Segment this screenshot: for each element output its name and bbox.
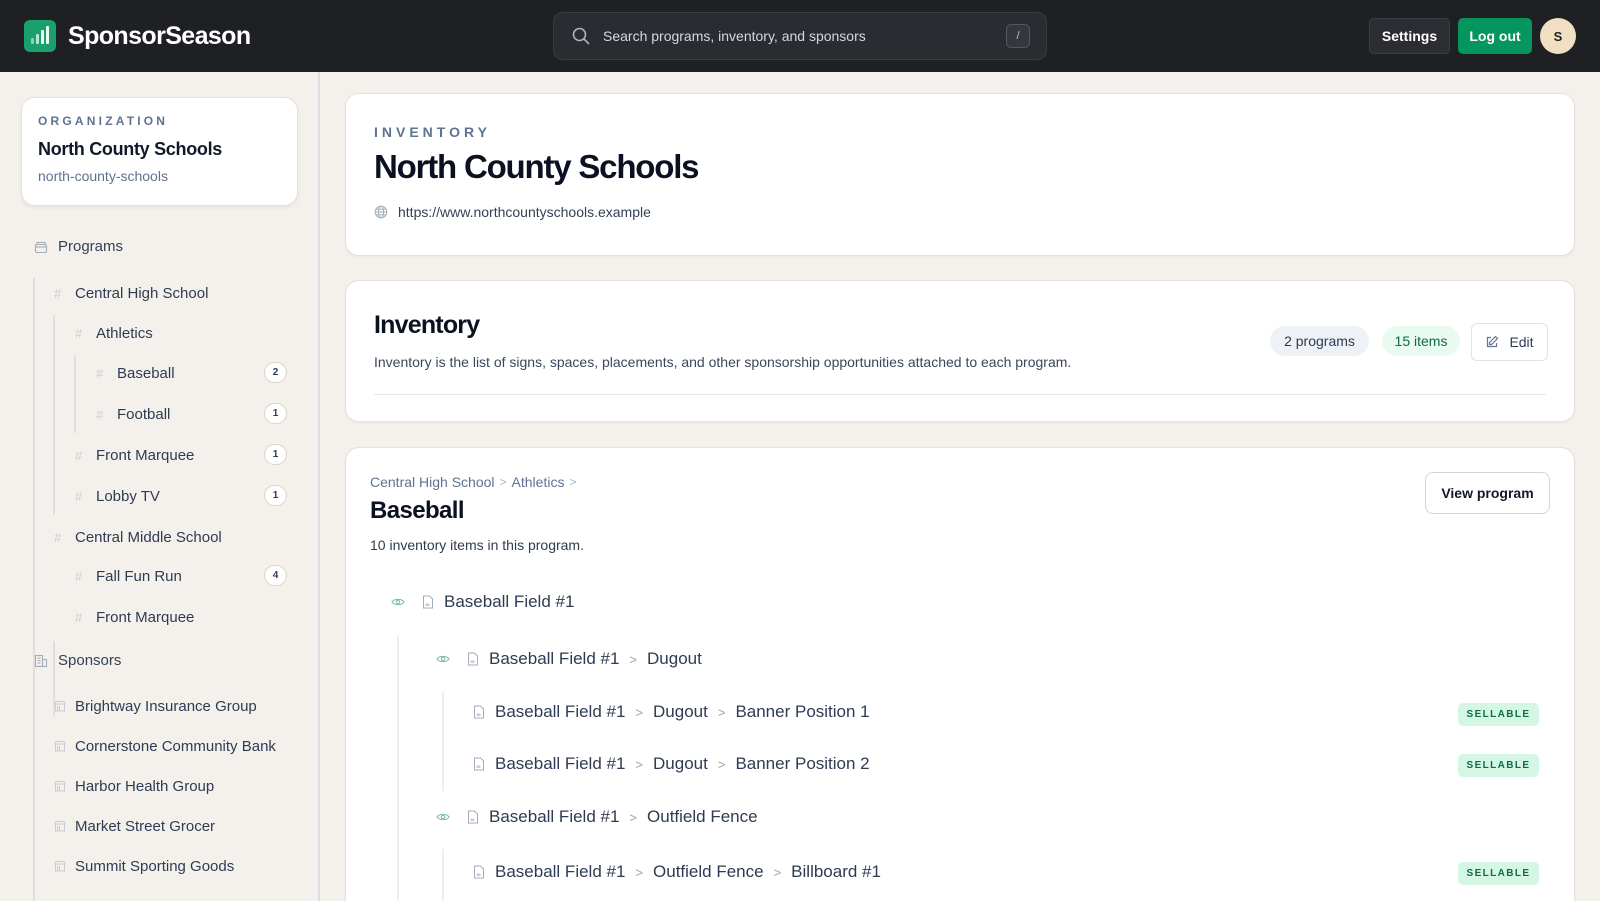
archive-icon [34,240,48,254]
document-icon [473,757,485,771]
bar-chart-logo-icon [24,20,56,52]
hash-icon: # [75,488,83,504]
edit-pencil-icon [1485,335,1499,349]
hash-icon: # [96,406,104,422]
tree-guide [397,635,399,901]
search-box[interactable] [553,12,1047,60]
document-icon [473,865,485,879]
count-badge: 4 [264,565,287,586]
sidebar-section-programs[interactable] [34,238,123,255]
tree-guide [442,849,444,901]
inventory-item[interactable]: Baseball Field #1 > Dugout > Banner Position 1 [473,700,870,724]
breadcrumb-separator: > [569,475,577,489]
organization-card[interactable] [21,97,298,206]
inventory-summary-card [345,280,1575,422]
view-program-button[interactable]: View program [1425,472,1550,514]
tree-guide [33,278,35,716]
organization-label: ORGANIZATION [38,114,169,128]
organization-name: North County Schools [38,139,222,159]
eye-icon[interactable] [391,595,405,609]
sidebar-program-football[interactable]: # Football [96,405,171,423]
search-icon [571,26,591,46]
sidebar-section-sponsors[interactable] [34,652,121,669]
tree-guide [33,692,35,901]
tree-guide [74,355,76,433]
sidebar-sponsor-item[interactable]: Brightway Insurance Group [54,694,257,718]
website-link[interactable] [374,204,651,220]
brand[interactable] [24,20,251,52]
sellable-badge: SELLABLE [1458,754,1539,777]
eye-icon[interactable] [436,810,450,824]
document-icon [467,652,479,666]
organization-header-card [345,93,1575,256]
user-avatar[interactable]: S [1540,18,1576,54]
count-badge: 2 [264,362,287,383]
breadcrumb-separator: > [499,475,507,489]
sidebar-sponsor-item[interactable]: Market Street Grocer [54,814,215,838]
sidebar-sponsor-item[interactable]: Cornerstone Community Bank [54,734,276,758]
logout-button[interactable]: Log out [1458,18,1532,54]
breadcrumb-item[interactable]: Central High School [370,474,495,490]
search-input[interactable] [603,28,1006,44]
sidebar [0,72,320,901]
settings-button[interactable]: Settings [1369,18,1450,54]
shortcut-key-hint: / [1006,24,1030,48]
website-url: https://www.northcountyschools.example [398,204,651,220]
storefront-icon [54,740,66,752]
globe-icon [374,205,388,219]
top-bar [0,0,1600,72]
storefront-icon [54,860,66,872]
section-description: Inventory is the list of signs, spaces, placements, and other sponsorship opportunities attached to each program. [374,354,1072,370]
hash-icon: # [75,568,83,584]
storefront-icon [54,700,66,712]
hash-icon: # [96,365,104,381]
document-icon [467,810,479,824]
section-title: Inventory [374,311,480,339]
edit-button[interactable] [1471,323,1548,361]
sidebar-program-baseball[interactable]: # Baseball [96,364,175,382]
sidebar-program-front-marquee-2[interactable]: # Front Marquee [75,608,195,626]
document-icon [422,595,434,609]
sidebar-program-lobby-tv[interactable]: # Lobby TV [75,487,160,505]
inventory-item[interactable]: Baseball Field #1 > Outfield Fence [436,805,758,829]
sidebar-program-central-high-school[interactable]: # Central High School [54,284,209,302]
items-count-pill: 15 items [1382,326,1460,356]
tree-guide [442,692,444,791]
hash-icon: # [54,285,62,301]
organization-slug: north-county-schools [38,168,168,184]
storefront-icon [54,780,66,792]
sponsors-heading: Sponsors [58,652,122,669]
sidebar-program-fall-fun-run[interactable]: # Fall Fun Run [75,567,182,585]
inventory-item[interactable]: Baseball Field #1 > Dugout > Banner Position 2 [473,752,870,776]
sidebar-program-athletics[interactable]: # Athletics [75,324,153,342]
storefront-icon [54,820,66,832]
sidebar-program-central-middle-school[interactable]: # Central Middle School [54,528,222,546]
program-title: Baseball [370,497,464,524]
building-icon [34,654,48,668]
eye-icon[interactable] [436,652,450,666]
page-title: North County Schools [374,148,699,185]
inventory-item[interactable]: Baseball Field #1 > Dugout [436,647,702,671]
count-badge: 1 [264,403,287,424]
edit-label: Edit [1509,334,1534,350]
divider [374,394,1546,395]
app-name: SponsorSeason [68,21,251,50]
hash-icon: # [75,609,83,625]
programs-count-pill: 2 programs [1270,326,1369,356]
inventory-item[interactable]: Baseball Field #1 > Outfield Fence > Billboard #1 [473,860,881,884]
breadcrumb [370,474,581,490]
program-card [345,447,1575,901]
section-eyebrow: INVENTORY [374,124,491,140]
program-subtitle: 10 inventory items in this program. [370,537,584,553]
hash-icon: # [75,325,83,341]
hash-icon: # [54,529,62,545]
sidebar-sponsor-item[interactable]: Summit Sporting Goods [54,854,234,878]
sidebar-program-front-marquee[interactable]: # Front Marquee [75,446,195,464]
programs-heading: Programs [58,238,124,255]
sellable-badge: SELLABLE [1458,703,1539,726]
sidebar-sponsor-item[interactable]: Harbor Health Group [54,774,214,798]
breadcrumb-item[interactable]: Athletics [511,474,565,490]
count-badge: 1 [264,444,287,465]
hash-icon: # [75,447,83,463]
sellable-badge: SELLABLE [1458,862,1539,885]
inventory-item[interactable]: Baseball Field #1 [391,590,574,614]
document-icon [473,705,485,719]
tree-guide [53,315,55,515]
count-badge: 1 [264,485,287,506]
